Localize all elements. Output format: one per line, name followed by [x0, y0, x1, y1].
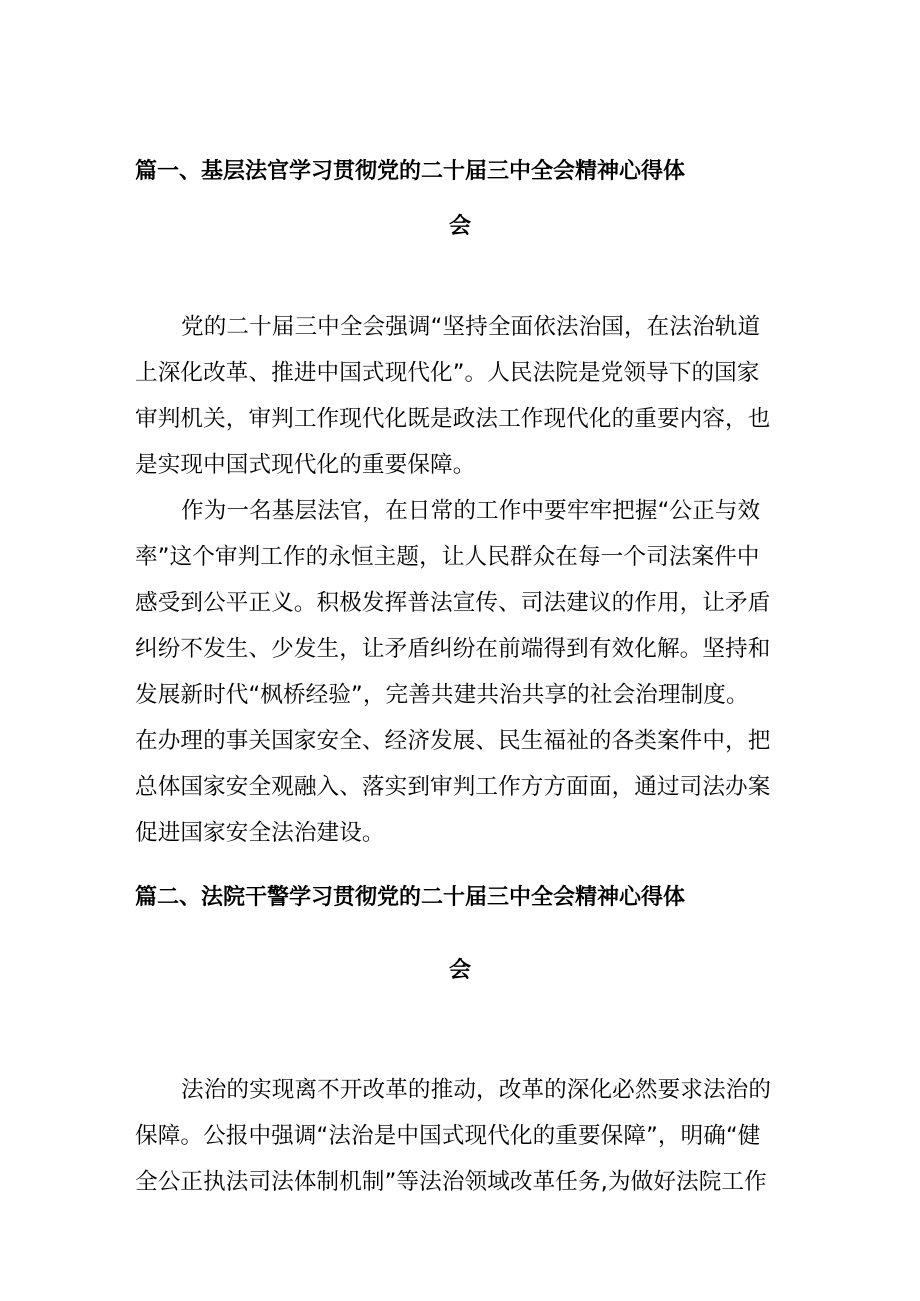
- paragraph-line: 上深化改革、推进中国式现代化”。人民法院是党领导下的国家: [135, 360, 760, 386]
- paragraph-line: 总体国家安全观融入、落实到审判工作方方面面，通过司法办案: [135, 774, 771, 800]
- section1-heading-continuation: 会: [448, 214, 471, 239]
- paragraph-line: 是实现中国式现代化的重要保障。: [135, 452, 476, 478]
- section2-paragraph-1: [135, 1067, 787, 1205]
- paragraph-line: 感受到公平正义。积极发挥普法宣传、司法建议的作用，让矛盾: [135, 590, 771, 616]
- paragraph-line: 全公正执法司法体制机制”等法治领域改革任务,为做好法院工作: [135, 1169, 767, 1195]
- paragraph-line: 纠纷不发生、少发生，让矛盾纠纷在前端得到有效化解。坚持和: [135, 636, 771, 662]
- section1-paragraph-2: [135, 488, 787, 856]
- section2-heading-continuation: 会: [448, 958, 471, 983]
- section2-heading: 篇二、法院干警学习贯彻党的二十届三中全会精神心得体: [135, 885, 686, 910]
- section1-heading: 篇一、基层法官学习贯彻党的二十届三中全会精神心得体: [135, 159, 686, 184]
- paragraph-line: 率”这个审判工作的永恒主题，让人民群众在每一个司法案件中: [135, 544, 760, 570]
- paragraph-line: 法治的实现离不开改革的推动，改革的深化必然要求法治的: [181, 1077, 772, 1103]
- paragraph-line: 作为一名基层法官，在日常的工作中要牢牢把握“公正与效: [181, 498, 761, 524]
- paragraph-line: 促进国家安全法治建设。: [135, 820, 385, 846]
- paragraph-line: 审判机关，审判工作现代化既是政法工作现代化的重要内容，也: [135, 406, 771, 432]
- paragraph-line: 保障。公报中强调“法治是中国式现代化的重要保障”，明确“健: [135, 1123, 761, 1149]
- paragraph-line: 发展新时代“枫桥经验”，完善共建共治共享的社会治理制度。: [135, 682, 749, 708]
- paragraph-line: 在办理的事关国家安全、经济发展、民生福祉的各类案件中，把: [135, 728, 771, 754]
- paragraph-line: 党的二十届三中全会强调“坚持全面依法治国，在法治轨道: [181, 314, 761, 340]
- section1-paragraph-1: [135, 304, 787, 488]
